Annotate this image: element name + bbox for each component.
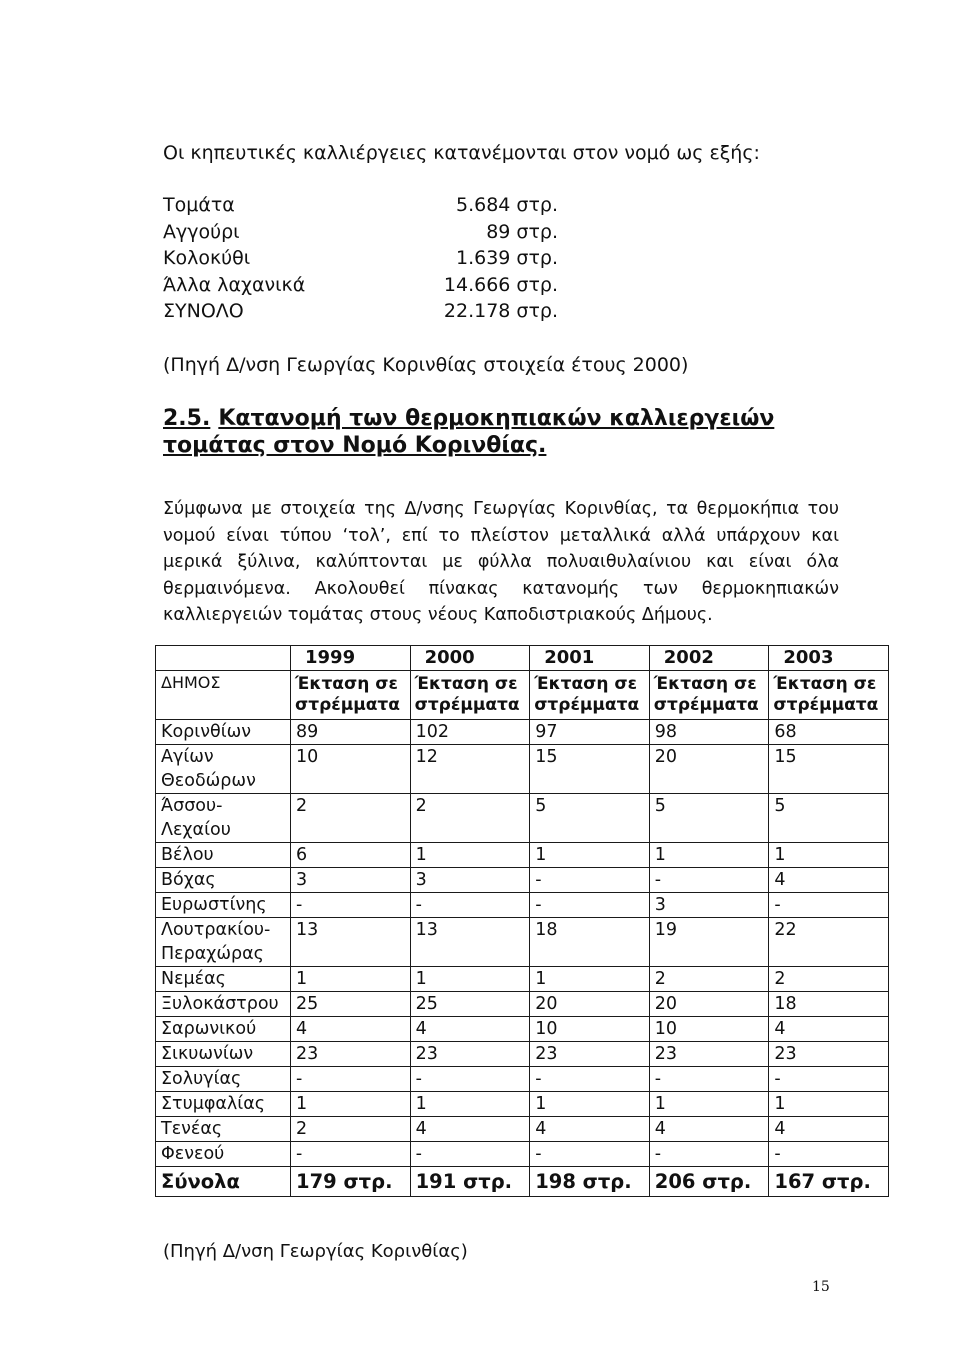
total-cell: 206 στρ.	[649, 1167, 769, 1197]
section-title: Κατανομή των θερμοκηπιακών καλλιεργειών τομάτας στον Νομό Κορινθίας.	[163, 406, 775, 458]
table-cell: -	[410, 893, 530, 918]
crop-name: Τομάτα	[163, 194, 235, 216]
unit-header: Έκταση σε στρέμματα	[530, 671, 650, 720]
table-cell: 20	[649, 992, 769, 1017]
table-cell: 1	[291, 1092, 411, 1117]
table-cell: 2	[291, 1117, 411, 1142]
year-header: 2000	[410, 646, 530, 671]
table-row	[156, 967, 889, 992]
table-cell: 1	[530, 967, 650, 992]
table-header-units	[156, 671, 889, 720]
table-cell: -	[769, 1142, 889, 1167]
total-cell: 167 στρ.	[769, 1167, 889, 1197]
table-cell: -	[530, 893, 650, 918]
table-row	[156, 992, 889, 1017]
table-cell: 1	[769, 843, 889, 868]
crops-list	[163, 192, 558, 325]
total-cell: 198 στρ.	[530, 1167, 650, 1197]
crop-row	[163, 219, 558, 246]
total-cell: 191 στρ.	[410, 1167, 530, 1197]
year-header: 2002	[649, 646, 769, 671]
table-cell: 10	[649, 1017, 769, 1042]
table-row	[156, 843, 889, 868]
table-cell: 3	[410, 868, 530, 893]
table-cell: 10	[530, 1017, 650, 1042]
crop-value: 89 στρ.	[486, 220, 558, 243]
crop-row	[163, 298, 558, 325]
body-paragraph: Σύμφωνα με στοιχεία της Δ/νσης Γεωργίας Κορινθίας, τα θερμοκήπια του νομού είναι τύπου ‘τολ’, επί το πλείστον μεταλλικά αλλά υπάρχουν και μερικά ξύλινα, καλύπτονται με φύλλα πολυαιθυλαίνιου και είναι όλα θερμαινόμενα. Ακολουθεί πίνακας κατανομής των θερμοκηπιακών καλλιεργειών τομάτας στους νέους Καποδιστριακούς Δήμους.	[163, 499, 839, 625]
year-header: 2003	[769, 646, 889, 671]
dimos-name: Κορινθίων	[156, 720, 291, 745]
table-cell: 1	[530, 1092, 650, 1117]
table-cell: -	[291, 893, 411, 918]
unit-header: Έκταση σε στρέμματα	[769, 671, 889, 720]
table-cell: 1	[410, 843, 530, 868]
unit-header: Έκταση σε στρέμματα	[649, 671, 769, 720]
table-cell: 5	[649, 794, 769, 843]
table-cell: -	[649, 868, 769, 893]
table-cell: 19	[649, 918, 769, 967]
totals-row	[156, 1167, 889, 1197]
table-cell: 68	[769, 720, 889, 745]
table-cell: 1	[410, 1092, 530, 1117]
table-cell: 4	[410, 1017, 530, 1042]
dimos-name: Φενεού	[156, 1142, 291, 1167]
year-header: 2001	[530, 646, 650, 671]
table-cell: 12	[410, 745, 530, 794]
dimos-name: Στυμφαλίας	[156, 1092, 291, 1117]
table-cell: 23	[291, 1042, 411, 1067]
table-cell: 20	[649, 745, 769, 794]
crop-row	[163, 272, 558, 299]
table-cell: 102	[410, 720, 530, 745]
crop-value: 22.178 στρ.	[443, 300, 558, 322]
table-cell: 3	[291, 868, 411, 893]
dimos-name: Ξυλοκάστρου	[156, 992, 291, 1017]
dimos-name: Σαρωνικού	[156, 1017, 291, 1042]
table-cell: 25	[291, 992, 411, 1017]
table-cell: 4	[530, 1117, 650, 1142]
table-cell: -	[530, 868, 650, 893]
crop-value: 14.666 στρ.	[443, 273, 558, 296]
dimos-name: Σικυωνίων	[156, 1042, 291, 1067]
table-cell: 2	[291, 794, 411, 843]
table-row	[156, 1142, 889, 1167]
dimos-name: Ευρωστίνης	[156, 893, 291, 918]
table-cell: 1	[649, 1092, 769, 1117]
crop-value: 1.639 στρ.	[455, 247, 558, 269]
dimos-header: ΔΗΜΟΣ	[156, 671, 291, 720]
dimos-name: Βέλου	[156, 843, 291, 868]
year-header: 1999	[291, 646, 411, 671]
table-cell: 18	[530, 918, 650, 967]
table-cell: -	[410, 1142, 530, 1167]
table-cell: -	[769, 893, 889, 918]
table-cell: 15	[769, 745, 889, 794]
table-cell: 1	[649, 843, 769, 868]
table-cell: 25	[410, 992, 530, 1017]
table-cell: 4	[410, 1117, 530, 1142]
table-header-years	[156, 646, 889, 671]
dimos-name: Σολυγίας	[156, 1067, 291, 1092]
table-row	[156, 918, 889, 967]
greenhouse-table	[155, 645, 889, 1197]
table-cell: -	[649, 1142, 769, 1167]
source-note-1: (Πηγή Δ/νση Γεωργίας Κορινθίας στοιχεία έτους 2000)	[163, 354, 689, 376]
table-cell: -	[530, 1142, 650, 1167]
table-cell: -	[530, 1067, 650, 1092]
dimos-name: Άσσου-Λεχαίου	[156, 794, 291, 843]
dimos-name: Νεμέας	[156, 967, 291, 992]
table-cell: 4	[649, 1117, 769, 1142]
table-cell: 23	[649, 1042, 769, 1067]
table-cell: 5	[769, 794, 889, 843]
unit-header: Έκταση σε στρέμματα	[410, 671, 530, 720]
table-cell: 1	[291, 967, 411, 992]
table-cell: 3	[649, 893, 769, 918]
table-cell: 2	[649, 967, 769, 992]
table-row	[156, 794, 889, 843]
crop-row	[163, 192, 558, 219]
table-cell: 13	[291, 918, 411, 967]
page-number: 15	[812, 1279, 830, 1295]
header-empty-cell	[156, 646, 291, 671]
table-cell: 23	[410, 1042, 530, 1067]
table-row	[156, 745, 889, 794]
table-row	[156, 893, 889, 918]
table-cell: 4	[769, 1017, 889, 1042]
total-cell: 179 στρ.	[291, 1167, 411, 1197]
table-row	[156, 1017, 889, 1042]
table-cell: 98	[649, 720, 769, 745]
table-cell: 4	[769, 1117, 889, 1142]
table-cell: 13	[410, 918, 530, 967]
crop-name: Άλλα λαχανικά	[163, 273, 306, 296]
dimos-name: Αγίων Θεοδώρων	[156, 745, 291, 794]
table-cell: 4	[769, 868, 889, 893]
table-row	[156, 1117, 889, 1142]
totals-label: Σύνολα	[156, 1167, 291, 1197]
table-cell: 1	[530, 843, 650, 868]
dimos-name: Βόχας	[156, 868, 291, 893]
table-cell: 18	[769, 992, 889, 1017]
section-heading	[163, 405, 863, 459]
table-row	[156, 1042, 889, 1067]
table-cell: 4	[291, 1017, 411, 1042]
table-cell: -	[410, 1067, 530, 1092]
crop-name: Κολοκύθι	[163, 247, 251, 269]
table-cell: -	[291, 1142, 411, 1167]
table-row	[156, 1092, 889, 1117]
source-note-2: (Πηγή Δ/νση Γεωργίας Κορινθίας)	[163, 1241, 468, 1262]
table-cell: -	[769, 1067, 889, 1092]
dimos-name: Λουτρακίου-Περαχώρας	[156, 918, 291, 967]
section-number: 2.5.	[163, 406, 211, 431]
table-row	[156, 868, 889, 893]
table-cell: -	[291, 1067, 411, 1092]
crop-row	[163, 245, 558, 272]
intro-text: Οι κηπευτικές καλλιέργειες κατανέμονται στον νομό ως εξής:	[163, 142, 760, 164]
table-cell: 89	[291, 720, 411, 745]
table-cell: 23	[769, 1042, 889, 1067]
table-cell: 15	[530, 745, 650, 794]
table-cell: 97	[530, 720, 650, 745]
table-cell: 2	[769, 967, 889, 992]
table-cell: 10	[291, 745, 411, 794]
table-row	[156, 720, 889, 745]
table-cell: 22	[769, 918, 889, 967]
unit-header: Έκταση σε στρέμματα	[291, 671, 411, 720]
crop-value: 5.684 στρ.	[455, 194, 558, 216]
table-cell: 6	[291, 843, 411, 868]
crop-name: Αγγούρι	[163, 220, 240, 243]
dimos-name: Τενέας	[156, 1117, 291, 1142]
table-cell: -	[649, 1067, 769, 1092]
crop-name: ΣΥΝΟΛΟ	[163, 300, 244, 322]
table-cell: 1	[410, 967, 530, 992]
table-row	[156, 1067, 889, 1092]
table-cell: 5	[530, 794, 650, 843]
table-cell: 23	[530, 1042, 650, 1067]
table-cell: 2	[410, 794, 530, 843]
table-cell: 20	[530, 992, 650, 1017]
table-cell: 1	[769, 1092, 889, 1117]
